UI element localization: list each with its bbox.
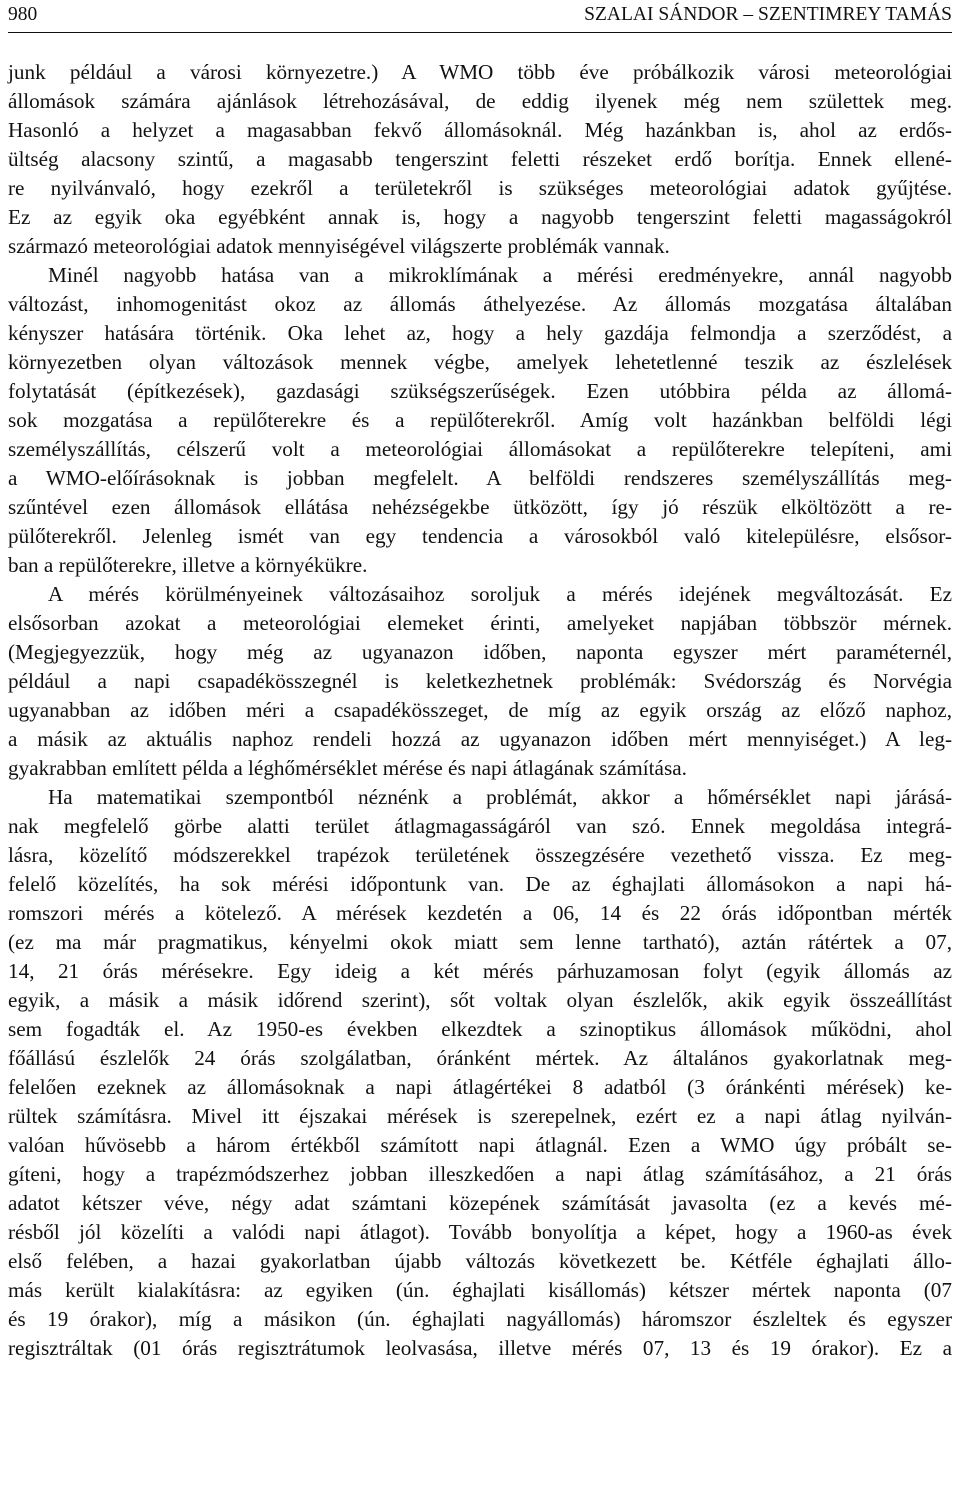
paragraph-first-line: A mérés körülményeinek változásaihoz soroljuk a mérés idejének megváltozását. Ez (48, 582, 952, 606)
text-line: adatot kétszer véve, négy adat számtani közepének számítását javasolta (ez a kevés mé- (8, 1191, 952, 1215)
text-line: a WMO-előírásoknak is jobban megfelelt. A belföldi rendszeres személyszállítás meg- (8, 466, 952, 490)
text-line: Hasonló a helyzet a magasabban fekvő állomásoknál. Még hazánkban is, ahol az erdős- (8, 118, 952, 142)
text-line: személyszállítás, célszerű volt a meteorológiai állomásokat a repülőterekre telepíteni, ami (8, 437, 952, 461)
text-line: ültség alacsony szintű, a magasabb tengerszint feletti részeket erdő borítja. Ennek ellené- (8, 147, 952, 171)
text-line: rültek számításra. Mivel itt éjszakai mérések is szerepelnek, ezért ez a napi átlag nyilván- (8, 1104, 952, 1128)
page-number: 980 (8, 4, 38, 25)
text-line: szűntével ezen állomások ellátása nehézségekbe ütközött, így jó részük elköltözött a re- (8, 495, 952, 519)
text-line: (Megjegyezzük, hogy még az ugyanazon időben, naponta egyszer mért paraméternél, (8, 640, 952, 664)
text-line: sok mozgatása a repülőterekre és a repülőterekről. Amíg volt hazánkban belföldi légi (8, 408, 952, 432)
text-line: felelően ezeknek az állomásoknak a napi átlagértékei 8 adatból (3 óránkénti mérések) ke- (8, 1075, 952, 1099)
text-line: résből jól közelíti a valódi napi átlagot). Tovább bonyolítja a képet, hogy a 1960-as évek (8, 1220, 952, 1244)
text-line: környezetben olyan változások mennek végbe, amelyek lehetetlenné teszik az észlelések (8, 350, 952, 374)
page-header (8, 0, 952, 30)
text-line: kényszer hatására történik. Oka lehet az, hogy a hely gazdája felmondja a szerződést, a (8, 321, 952, 345)
text-line: változást, inhomogenitást okoz az állomás áthelyezése. Az állomás mozgatása általában (8, 292, 952, 316)
text-line: első felében, a hazai gyakorlatban újabb változás következett be. Kétféle éghajlati állo- (8, 1249, 952, 1273)
text-line: junk például a városi környezetre.) A WMO több éve próbálkozik városi meteorológiai (8, 60, 952, 84)
text-line: sem fogadták el. Az 1950-es években elkezdtek a szinoptikus állomások működni, ahol (8, 1017, 952, 1041)
text-line: romszori mérés a kötelező. A mérések kezdetén a 06, 14 és 22 órás időpontban mérték (8, 901, 952, 925)
text-line: ban a repülőterekre, illetve a környékükre. (8, 553, 368, 577)
running-head: SZALAI SÁNDOR – SZENTIMREY TAMÁS (584, 4, 952, 25)
text-line: 14, 21 órás mérésekre. Egy ideig a két mérés párhuzamosan folyt (egyik állomás az (8, 959, 952, 983)
text-line: származó meteorológiai adatok mennyiségével világszerte problémák vannak. (8, 234, 670, 258)
text-line: a másik az aktuális naphoz rendeli hozzá az ugyanazon időben mért mennyiséget.) A leg- (8, 727, 952, 751)
text-line: pülőterekről. Jelenleg ismét van egy tendencia a városokból való kitelepülésre, elsősor- (8, 524, 952, 548)
text-line: re nyilvánvaló, hogy ezekről a területekről is szükséges meteorológiai adatok gyűjtése. (8, 176, 952, 200)
paragraph-first-line: Ha matematikai szempontból néznénk a problémát, akkor a hőmérséklet napi járásá- (48, 785, 952, 809)
text-line: és 19 órakor), míg a másikon (ún. éghajlati nagyállomás) háromszor észleltek és egyszer (8, 1307, 952, 1331)
text-line: elsősorban azokat a meteorológiai elemeket érinti, amelyeket napjában többször mérnek. (8, 611, 952, 635)
text-line: felelő közelítés, ha sok mérési időpontunk van. De az éghajlati állomásokon a napi há- (8, 872, 952, 896)
text-line: lásra, közelítő módszerekkel trapézok területének összegzésére vezethető vissza. Ez meg- (8, 843, 952, 867)
header-rule (8, 32, 952, 33)
text-line: regisztráltak (01 órás regisztrátumok leolvasása, illetve mérés 07, 13 és 19 órakor). Ez a (8, 1336, 952, 1360)
text-line: nak megfelelő görbe alatti terület átlagmagasságáról van szó. Ennek megoldása integrá- (8, 814, 952, 838)
text-line: ugyanabban az időben méri a csapadékösszeget, de míg az egyik ország az előző naphoz, (8, 698, 952, 722)
text-line: valóan hűvösebb a három értékből számított napi átlagnál. Ezen a WMO úgy próbált se- (8, 1133, 952, 1157)
text-line: állomások számára ajánlások létrehozásával, de eddig ilyenek még nem születtek meg. (8, 89, 952, 113)
text-line: gíteni, hogy a trapézmódszerhez jobban illeszkedően a napi átlag számításához, a 21 órás (8, 1162, 952, 1186)
text-line: gyakrabban említett példa a léghőmérséklet mérése és napi átlagának számítása. (8, 756, 687, 780)
text-line: például a napi csapadékösszegnél is keletkezhetnek problémák: Svédország és Norvégia (8, 669, 952, 693)
text-line: (ez ma már pragmatikus, kényelmi okok miatt sem lenne tartható), aztán rátértek a 07, (8, 930, 952, 954)
body-text (8, 58, 952, 1363)
text-line: egyik, a másik a másik időrend szerint), sőt voltak olyan észlelők, akik egyik összeállítást (8, 988, 952, 1012)
text-line: Ez az egyik oka egyébként annak is, hogy a nagyobb tengerszint feletti magasságokról (8, 205, 952, 229)
text-line: más került kialakításra: az egyiken (ún. éghajlati kisállomás) kétszer mértek naponta (07 (8, 1278, 952, 1302)
paragraph-first-line: Minél nagyobb hatása van a mikroklímának a mérési eredményekre, annál nagyobb (48, 263, 952, 287)
text-line: folytatását (építkezések), gazdasági szükségszerűségek. Ezen utóbbira példa az állomá- (8, 379, 952, 403)
text-line: főállású észlelők 24 órás szolgálatban, óránként mértek. Az általános gyakorlatnak meg- (8, 1046, 952, 1070)
